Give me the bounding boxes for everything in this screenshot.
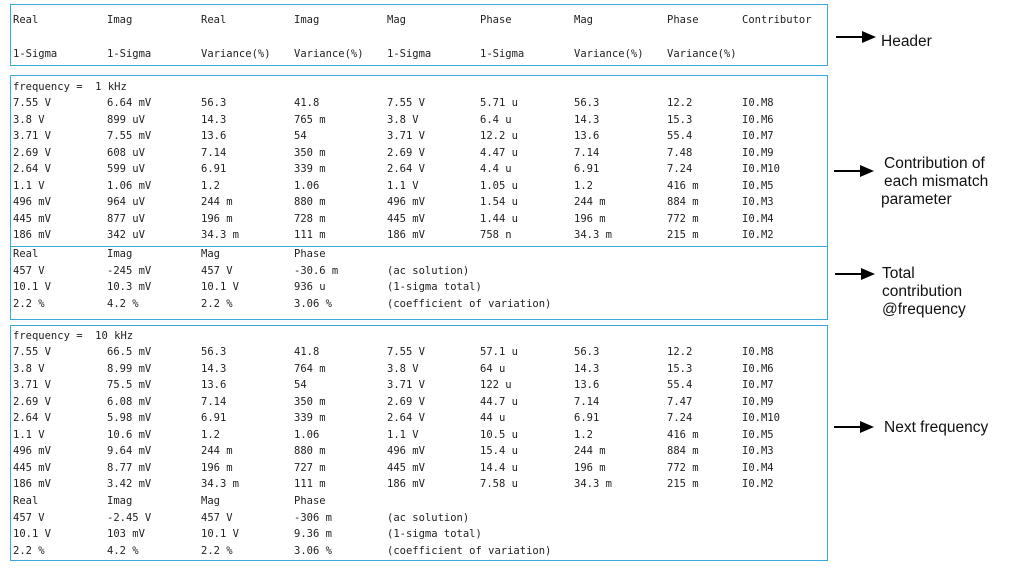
- table-cell: 13.6: [574, 379, 600, 391]
- contribution-table: [13, 344, 825, 494]
- table-cell: Mag: [574, 14, 593, 26]
- table-cell: 7.14: [574, 146, 600, 159]
- table-cell: 6.91: [201, 412, 227, 424]
- table-row: [13, 95, 825, 112]
- table-cell: 6.91: [574, 163, 600, 175]
- table-cell: 445 mV: [387, 461, 425, 474]
- table-cell: 899 uV: [107, 113, 145, 126]
- table-cell: (ac solution): [387, 264, 470, 277]
- table-cell: Real: [13, 14, 39, 26]
- table-cell: 12.2: [667, 346, 693, 358]
- table-cell: Mag: [387, 14, 406, 26]
- table-row: [13, 377, 825, 394]
- table-cell: 339 m: [294, 412, 326, 424]
- table-cell: 244 m: [201, 445, 233, 457]
- table-cell: 765 m: [294, 113, 326, 126]
- table-cell: 3.71 V: [387, 130, 425, 142]
- frequency-label: frequency = 10 kHz: [13, 330, 134, 342]
- table-cell: 1.06: [294, 428, 320, 441]
- table-cell: 1.1 V: [13, 179, 45, 192]
- totals-row: [13, 263, 825, 280]
- totals-row: [13, 510, 825, 527]
- table-cell: 3.71 V: [13, 379, 51, 391]
- table-cell: 416 m: [667, 179, 699, 192]
- table-cell: 14.4 u: [480, 461, 518, 474]
- table-cell: 1-Sigma: [107, 48, 152, 60]
- table-cell: 14.3: [201, 113, 227, 126]
- table-row: [13, 211, 825, 228]
- table-cell: 457 V: [201, 511, 233, 524]
- table-cell: I0.M3: [742, 196, 774, 208]
- totals-row: [13, 543, 825, 560]
- table-cell: 66.5 mV: [107, 346, 152, 358]
- table-cell: I0.M7: [742, 379, 774, 391]
- table-cell: 7.48: [667, 146, 693, 159]
- table-cell: 496 mV: [13, 196, 51, 208]
- table-cell: 244 m: [574, 445, 606, 457]
- table-cell: 56.3: [574, 97, 600, 109]
- table-cell: 10.1 V: [13, 528, 51, 540]
- table-cell: 3.8 V: [387, 362, 419, 375]
- table-cell: Mag: [201, 248, 220, 260]
- annotation-next: Next frequency: [884, 419, 989, 436]
- table-cell: 2.64 V: [387, 412, 425, 424]
- table-cell: 215 m: [667, 229, 699, 241]
- totals-header-row: [13, 246, 825, 263]
- table-cell: 1.54 u: [480, 196, 518, 208]
- table-row: [13, 427, 825, 444]
- annotation-contribution: [881, 155, 988, 209]
- table-cell: Imag: [107, 495, 133, 507]
- table-cell: 186 mV: [387, 478, 425, 490]
- table-cell: 350 m: [294, 395, 326, 408]
- header-row-2: [13, 46, 825, 63]
- table-cell: 2.69 V: [387, 395, 425, 408]
- table-cell: 7.55 V: [13, 346, 51, 358]
- table-cell: -30.6 m: [294, 264, 339, 277]
- table-cell: 4.2 %: [107, 544, 139, 557]
- table-cell: 56.3: [574, 346, 600, 358]
- totals-table: [13, 493, 825, 563]
- table-cell: Real: [13, 248, 39, 260]
- table-cell: 2.2 %: [13, 297, 45, 310]
- table-cell: 1-Sigma: [13, 48, 58, 60]
- table-cell: 57.1 u: [480, 346, 518, 358]
- table-cell: 9.64 mV: [107, 445, 152, 457]
- table-cell: Imag: [107, 248, 133, 260]
- table-cell: Variance(%): [574, 48, 644, 60]
- table-cell: 56.3: [201, 346, 227, 358]
- table-row: [13, 161, 825, 178]
- table-cell: 2.2 %: [201, 297, 233, 310]
- table-cell: 111 m: [294, 478, 326, 490]
- table-cell: 14.3: [574, 113, 600, 126]
- table-cell: 64 u: [480, 362, 506, 375]
- table-cell: 2.64 V: [13, 163, 51, 175]
- table-cell: 41.8: [294, 346, 320, 358]
- table-cell: 877 uV: [107, 212, 145, 225]
- table-row: [13, 410, 825, 427]
- table-cell: 496 mV: [387, 445, 425, 457]
- table-cell: 12.2 u: [480, 130, 518, 142]
- table-cell: 8.77 mV: [107, 461, 152, 474]
- table-cell: 4.4 u: [480, 163, 512, 175]
- table-row: [13, 178, 825, 195]
- annotation-line: @frequency: [882, 301, 966, 318]
- table-cell: 3.8 V: [13, 362, 45, 375]
- totals-row: [13, 279, 825, 296]
- table-cell: 13.6: [574, 130, 600, 142]
- table-cell: 3.06 %: [294, 544, 332, 557]
- table-cell: 2.69 V: [13, 395, 51, 408]
- table-cell: I0.M5: [742, 428, 774, 441]
- arrow-icon: [834, 421, 874, 433]
- table-cell: 445 mV: [387, 212, 425, 225]
- table-cell: 1-Sigma: [480, 48, 525, 60]
- table-cell: 1.2: [201, 179, 220, 192]
- contribution-table: [13, 95, 825, 245]
- frequency-block-1: [10, 75, 828, 320]
- table-cell: -245 mV: [107, 264, 152, 277]
- table-cell: 880 m: [294, 445, 326, 457]
- table-cell: 3.8 V: [13, 113, 45, 126]
- table-cell: 884 m: [667, 445, 699, 457]
- table-cell: I0.M4: [742, 212, 774, 225]
- table-cell: Variance(%): [294, 48, 364, 60]
- table-cell: I0.M9: [742, 395, 774, 408]
- table-cell: 8.99 mV: [107, 362, 152, 375]
- table-cell: 1.05 u: [480, 179, 518, 192]
- table-cell: 14.3: [574, 362, 600, 375]
- table-cell: Imag: [294, 14, 320, 26]
- table-cell: 7.55 V: [387, 346, 425, 358]
- frequency-label: frequency = 1 kHz: [13, 81, 127, 93]
- table-cell: 7.14: [201, 146, 227, 159]
- table-cell: 350 m: [294, 146, 326, 159]
- table-cell: 103 mV: [107, 528, 145, 540]
- arrow-icon: [835, 268, 875, 280]
- table-cell: 7.55 V: [13, 97, 51, 109]
- arrow-icon: [836, 31, 876, 43]
- table-cell: 244 m: [574, 196, 606, 208]
- table-cell: 445 mV: [13, 461, 51, 474]
- table-cell: I0.M4: [742, 461, 774, 474]
- table-cell: 1.2: [574, 428, 593, 441]
- table-cell: 758 n: [480, 229, 512, 241]
- annotation-line: contribution: [882, 283, 963, 300]
- table-cell: I0.M10: [742, 163, 780, 175]
- totals-row: [13, 526, 825, 543]
- table-cell: 6.08 mV: [107, 395, 152, 408]
- table-cell: 3.42 mV: [107, 478, 152, 490]
- table-cell: 7.47: [667, 395, 693, 408]
- table-cell: 727 m: [294, 461, 326, 474]
- table-cell: 44 u: [480, 412, 506, 424]
- table-cell: 10.1 V: [201, 281, 239, 293]
- table-cell: I0.M8: [742, 97, 774, 109]
- table-cell: 9.36 m: [294, 528, 332, 540]
- table-cell: Phase: [480, 14, 512, 26]
- annotation-line: each mismatch: [884, 173, 989, 190]
- table-cell: 1.06 mV: [107, 179, 152, 192]
- table-cell: 416 m: [667, 428, 699, 441]
- table-cell: 13.6: [201, 379, 227, 391]
- table-cell: I0.M7: [742, 130, 774, 142]
- annotation-line: Contribution of: [884, 155, 985, 172]
- table-cell: 1-Sigma: [387, 48, 432, 60]
- table-cell: 1.1 V: [387, 428, 419, 441]
- table-row: [13, 361, 825, 378]
- table-cell: Imag: [107, 14, 133, 26]
- table-cell: 244 m: [201, 196, 233, 208]
- table-cell: I0.M2: [742, 229, 774, 241]
- totals-row: [13, 296, 825, 313]
- table-cell: 1.2: [201, 428, 220, 441]
- table-cell: Variance(%): [201, 48, 271, 60]
- table-cell: 75.5 mV: [107, 379, 152, 391]
- table-cell: I0.M10: [742, 412, 780, 424]
- table-cell: 457 V: [201, 264, 233, 277]
- table-row: [13, 443, 825, 460]
- table-cell: 13.6: [201, 130, 227, 142]
- table-cell: 14.3: [201, 362, 227, 375]
- table-cell: 54: [294, 379, 307, 391]
- table-cell: 457 V: [13, 264, 45, 277]
- table-cell: (coefficient of variation): [387, 297, 552, 310]
- table-cell: 34.3 m: [574, 478, 612, 490]
- table-cell: 186 mV: [387, 229, 425, 241]
- totals-table: [13, 246, 825, 316]
- table-cell: 7.55 V: [387, 97, 425, 109]
- table-cell: (coefficient of variation): [387, 544, 552, 557]
- table-cell: 2.69 V: [387, 146, 425, 159]
- table-cell: 599 uV: [107, 163, 145, 175]
- header-table: [13, 12, 825, 62]
- table-cell: 4.2 %: [107, 297, 139, 310]
- table-cell: (ac solution): [387, 511, 470, 524]
- table-cell: Real: [13, 495, 39, 507]
- table-row: [13, 194, 825, 211]
- totals-header-row: [13, 493, 825, 510]
- table-cell: 2.69 V: [13, 146, 51, 159]
- table-row: [13, 128, 825, 145]
- annotation-header: Header: [881, 33, 932, 50]
- table-cell: 880 m: [294, 196, 326, 208]
- table-cell: 196 m: [201, 212, 233, 225]
- table-cell: I0.M9: [742, 146, 774, 159]
- table-cell: -2.45 V: [107, 511, 152, 524]
- table-cell: Contributor: [742, 14, 812, 26]
- table-cell: 728 m: [294, 212, 326, 225]
- table-cell: -306 m: [294, 511, 332, 524]
- table-cell: I0.M5: [742, 179, 774, 192]
- table-cell: 10.6 mV: [107, 428, 152, 441]
- table-cell: 15.3: [667, 113, 693, 126]
- table-cell: 3.71 V: [387, 379, 425, 391]
- table-cell: Phase: [667, 14, 699, 26]
- table-row: [13, 344, 825, 361]
- table-cell: 3.71 V: [13, 130, 51, 142]
- table-cell: 1.2: [574, 179, 593, 192]
- table-row: [13, 394, 825, 411]
- table-cell: 6.4 u: [480, 113, 512, 126]
- table-cell: 3.06 %: [294, 297, 332, 310]
- table-cell: 7.58 u: [480, 478, 518, 490]
- table-cell: 111 m: [294, 229, 326, 241]
- table-cell: 186 mV: [13, 229, 51, 241]
- table-cell: Phase: [294, 495, 326, 507]
- table-cell: 964 uV: [107, 196, 145, 208]
- table-cell: 10.1 V: [13, 281, 51, 293]
- table-cell: 342 uV: [107, 229, 145, 241]
- table-row: [13, 112, 825, 129]
- table-cell: 884 m: [667, 196, 699, 208]
- annotation-total: [882, 265, 966, 319]
- table-cell: 122 u: [480, 379, 512, 391]
- table-cell: 5.71 u: [480, 97, 518, 109]
- table-cell: 772 m: [667, 461, 699, 474]
- table-cell: 6.91: [574, 412, 600, 424]
- table-cell: 186 mV: [13, 478, 51, 490]
- table-cell: I0.M6: [742, 113, 774, 126]
- table-row: [13, 460, 825, 477]
- table-cell: 2.2 %: [201, 544, 233, 557]
- table-cell: 7.24: [667, 163, 693, 175]
- table-cell: 4.47 u: [480, 146, 518, 159]
- table-cell: 6.91: [201, 163, 227, 175]
- table-cell: 1.1 V: [387, 179, 419, 192]
- table-cell: 10.1 V: [201, 528, 239, 540]
- arrow-icon: [834, 165, 874, 177]
- table-cell: 41.8: [294, 97, 320, 109]
- table-cell: 339 m: [294, 163, 326, 175]
- table-row: [13, 145, 825, 162]
- annotation-line: Total: [882, 265, 915, 282]
- frequency-block-2: [10, 325, 828, 561]
- table-cell: 1.06: [294, 179, 320, 192]
- table-cell: 496 mV: [387, 196, 425, 208]
- table-cell: 3.8 V: [387, 113, 419, 126]
- table-cell: 12.2: [667, 97, 693, 109]
- table-cell: 10.5 u: [480, 428, 518, 441]
- table-cell: 7.24: [667, 412, 693, 424]
- table-cell: 15.4 u: [480, 445, 518, 457]
- table-cell: 1.44 u: [480, 212, 518, 225]
- table-cell: 457 V: [13, 511, 45, 524]
- table-cell: 55.4: [667, 130, 693, 142]
- table-cell: 1.1 V: [13, 428, 45, 441]
- table-cell: 936 u: [294, 281, 326, 293]
- table-cell: 772 m: [667, 212, 699, 225]
- header-box: [10, 4, 828, 66]
- table-cell: 196 m: [574, 461, 606, 474]
- table-cell: I0.M6: [742, 362, 774, 375]
- table-cell: (1-sigma total): [387, 528, 482, 540]
- table-cell: 2.64 V: [387, 163, 425, 175]
- table-cell: 196 m: [574, 212, 606, 225]
- header-row-1: [13, 12, 825, 29]
- table-cell: Phase: [294, 248, 326, 260]
- table-cell: 2.64 V: [13, 412, 51, 424]
- table-cell: 764 m: [294, 362, 326, 375]
- table-cell: 7.14: [201, 395, 227, 408]
- table-cell: 10.3 mV: [107, 281, 152, 293]
- table-cell: 5.98 mV: [107, 412, 152, 424]
- table-row: [13, 476, 825, 493]
- table-cell: I0.M2: [742, 478, 774, 490]
- table-cell: 215 m: [667, 478, 699, 490]
- table-cell: 6.64 mV: [107, 97, 152, 109]
- table-cell: 15.3: [667, 362, 693, 375]
- table-cell: Variance(%): [667, 48, 737, 60]
- table-cell: 56.3: [201, 97, 227, 109]
- table-cell: I0.M8: [742, 346, 774, 358]
- table-cell: 55.4: [667, 379, 693, 391]
- table-cell: I0.M3: [742, 445, 774, 457]
- annotation-line: parameter: [881, 191, 952, 208]
- table-cell: 608 uV: [107, 146, 145, 159]
- table-cell: Mag: [201, 495, 220, 507]
- table-cell: Real: [201, 14, 227, 26]
- table-cell: 34.3 m: [201, 478, 239, 490]
- table-cell: 34.3 m: [201, 229, 239, 241]
- table-row: [13, 227, 825, 244]
- table-cell: 496 mV: [13, 445, 51, 457]
- table-cell: 196 m: [201, 461, 233, 474]
- table-cell: 2.2 %: [13, 544, 45, 557]
- table-cell: 34.3 m: [574, 229, 612, 241]
- table-cell: 7.55 mV: [107, 130, 152, 142]
- table-cell: 54: [294, 130, 307, 142]
- table-cell: 44.7 u: [480, 395, 518, 408]
- table-cell: (1-sigma total): [387, 281, 482, 293]
- table-cell: 445 mV: [13, 212, 51, 225]
- table-cell: 7.14: [574, 395, 600, 408]
